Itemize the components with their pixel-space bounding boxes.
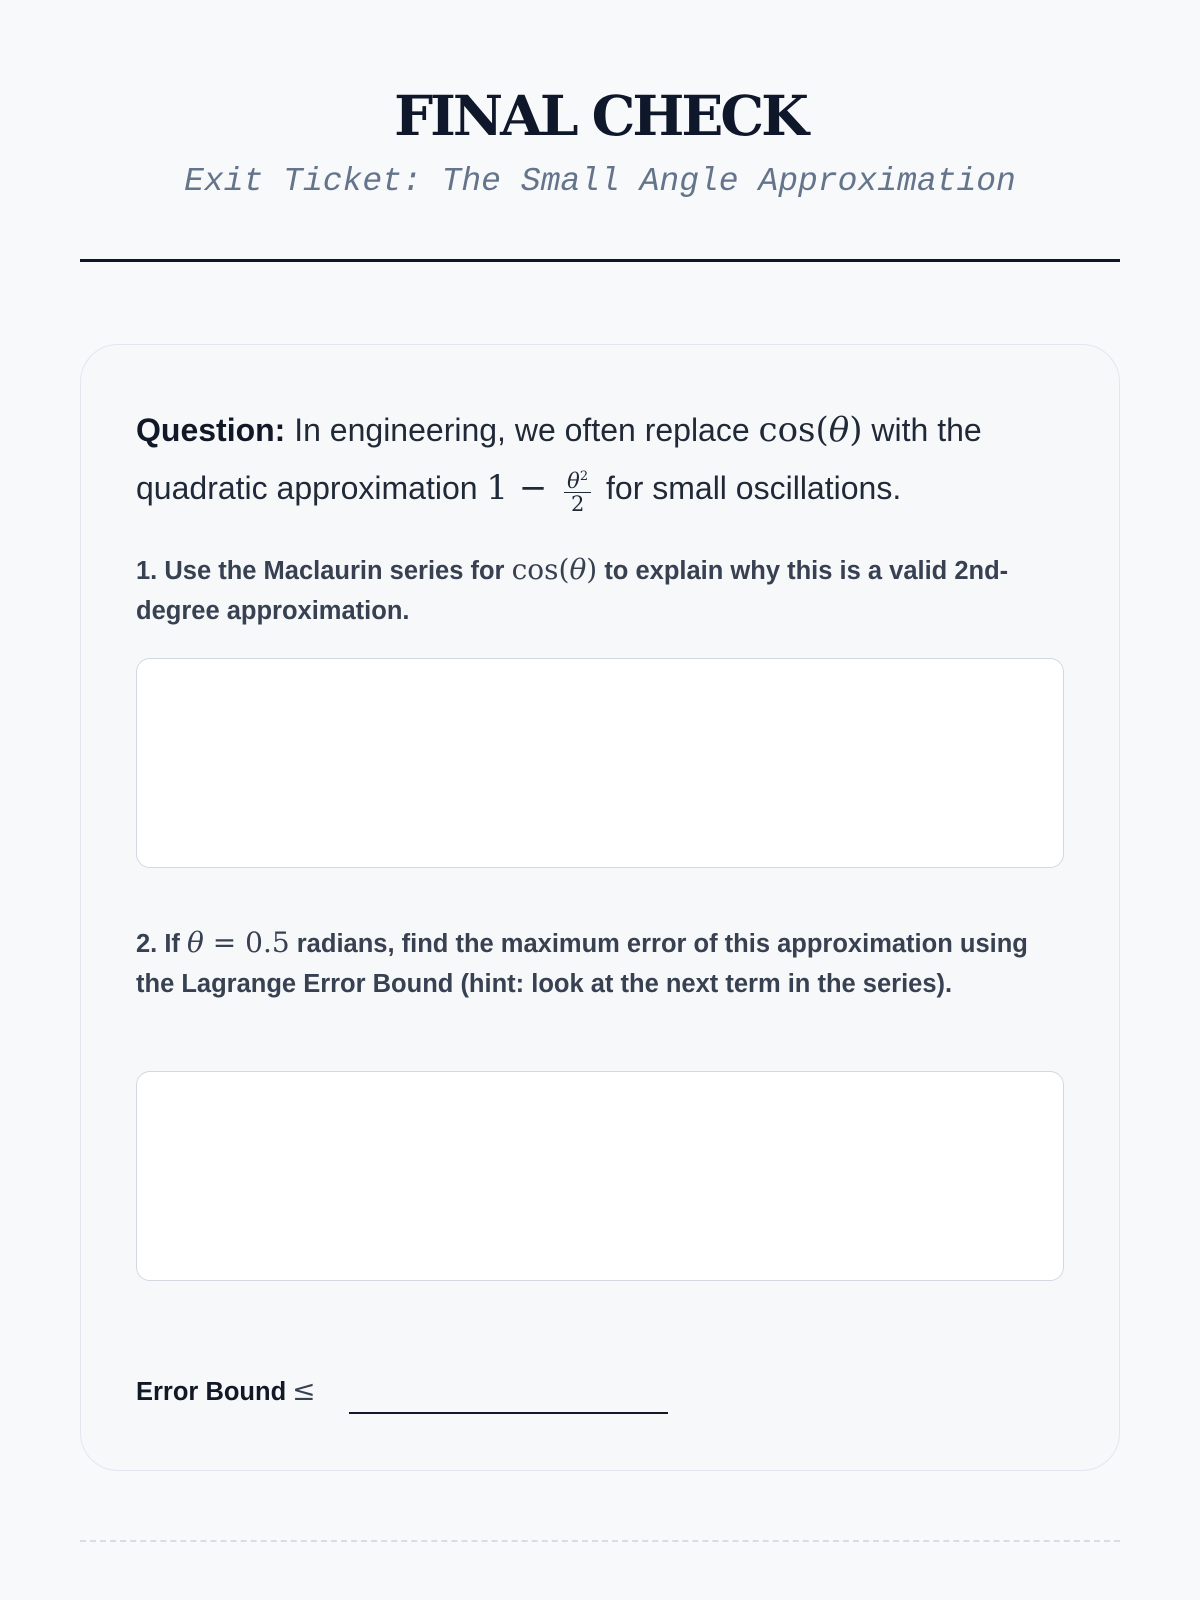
part-1-text-after: to explain why this is a valid 2nd-degree approximation. — [136, 557, 1009, 625]
error-bound-answer-line[interactable] — [349, 1412, 668, 1414]
theta-equation — [187, 926, 290, 959]
error-bound-label — [136, 1371, 316, 1412]
less-equal-symbol: ≤ — [292, 1374, 316, 1407]
error-bound-text: Error Bound — [136, 1378, 287, 1406]
theta-symbol: θ — [828, 410, 850, 450]
theta-symbol: θ — [187, 926, 204, 959]
question-text-before: In engineering, we often replace — [285, 412, 759, 448]
equation-value: = 0.5 — [203, 926, 290, 959]
page-subtitle: Exit Ticket: The Small Angle Approximation — [184, 163, 1016, 200]
part-2-answer-box[interactable] — [136, 1071, 1064, 1281]
bottom-dashed-divider — [80, 1540, 1120, 1542]
question-prompt — [136, 401, 1076, 517]
part-1-text-before: 1. Use the Maclaurin series for — [136, 557, 512, 585]
part-1-prompt — [136, 550, 1066, 631]
fraction-denominator: 2 — [570, 492, 585, 517]
page-title: FINAL CHECK — [394, 83, 806, 148]
question-text-after: for small oscillations. — [597, 470, 902, 506]
part-2-text-after: radians, find the maximum error of this approximation using the Lagrange Error Bound (hint: look at the next term in the series). — [136, 930, 1028, 998]
part-1-cos-expression: cos(θ) — [511, 553, 598, 586]
fraction-numerator — [564, 466, 591, 493]
question-text-middle: with the quadratic approximation — [136, 412, 982, 506]
header-divider — [80, 259, 1120, 262]
cos-function: cos — [758, 410, 816, 450]
theta-symbol: θ — [569, 553, 587, 586]
numerator-exponent: 2 — [579, 469, 589, 485]
approximation-lead: 1 − — [486, 468, 559, 508]
question-label: Question: — [136, 412, 286, 448]
cos-function: cos — [511, 553, 559, 586]
numerator-theta: θ — [567, 469, 580, 494]
part-2-prompt — [136, 923, 1066, 1004]
part-2-text-before: 2. If — [136, 930, 188, 958]
part-1-answer-box[interactable] — [136, 658, 1064, 868]
cos-theta-expression: cos(θ) — [758, 410, 863, 450]
theta-squared-over-two — [564, 466, 591, 515]
